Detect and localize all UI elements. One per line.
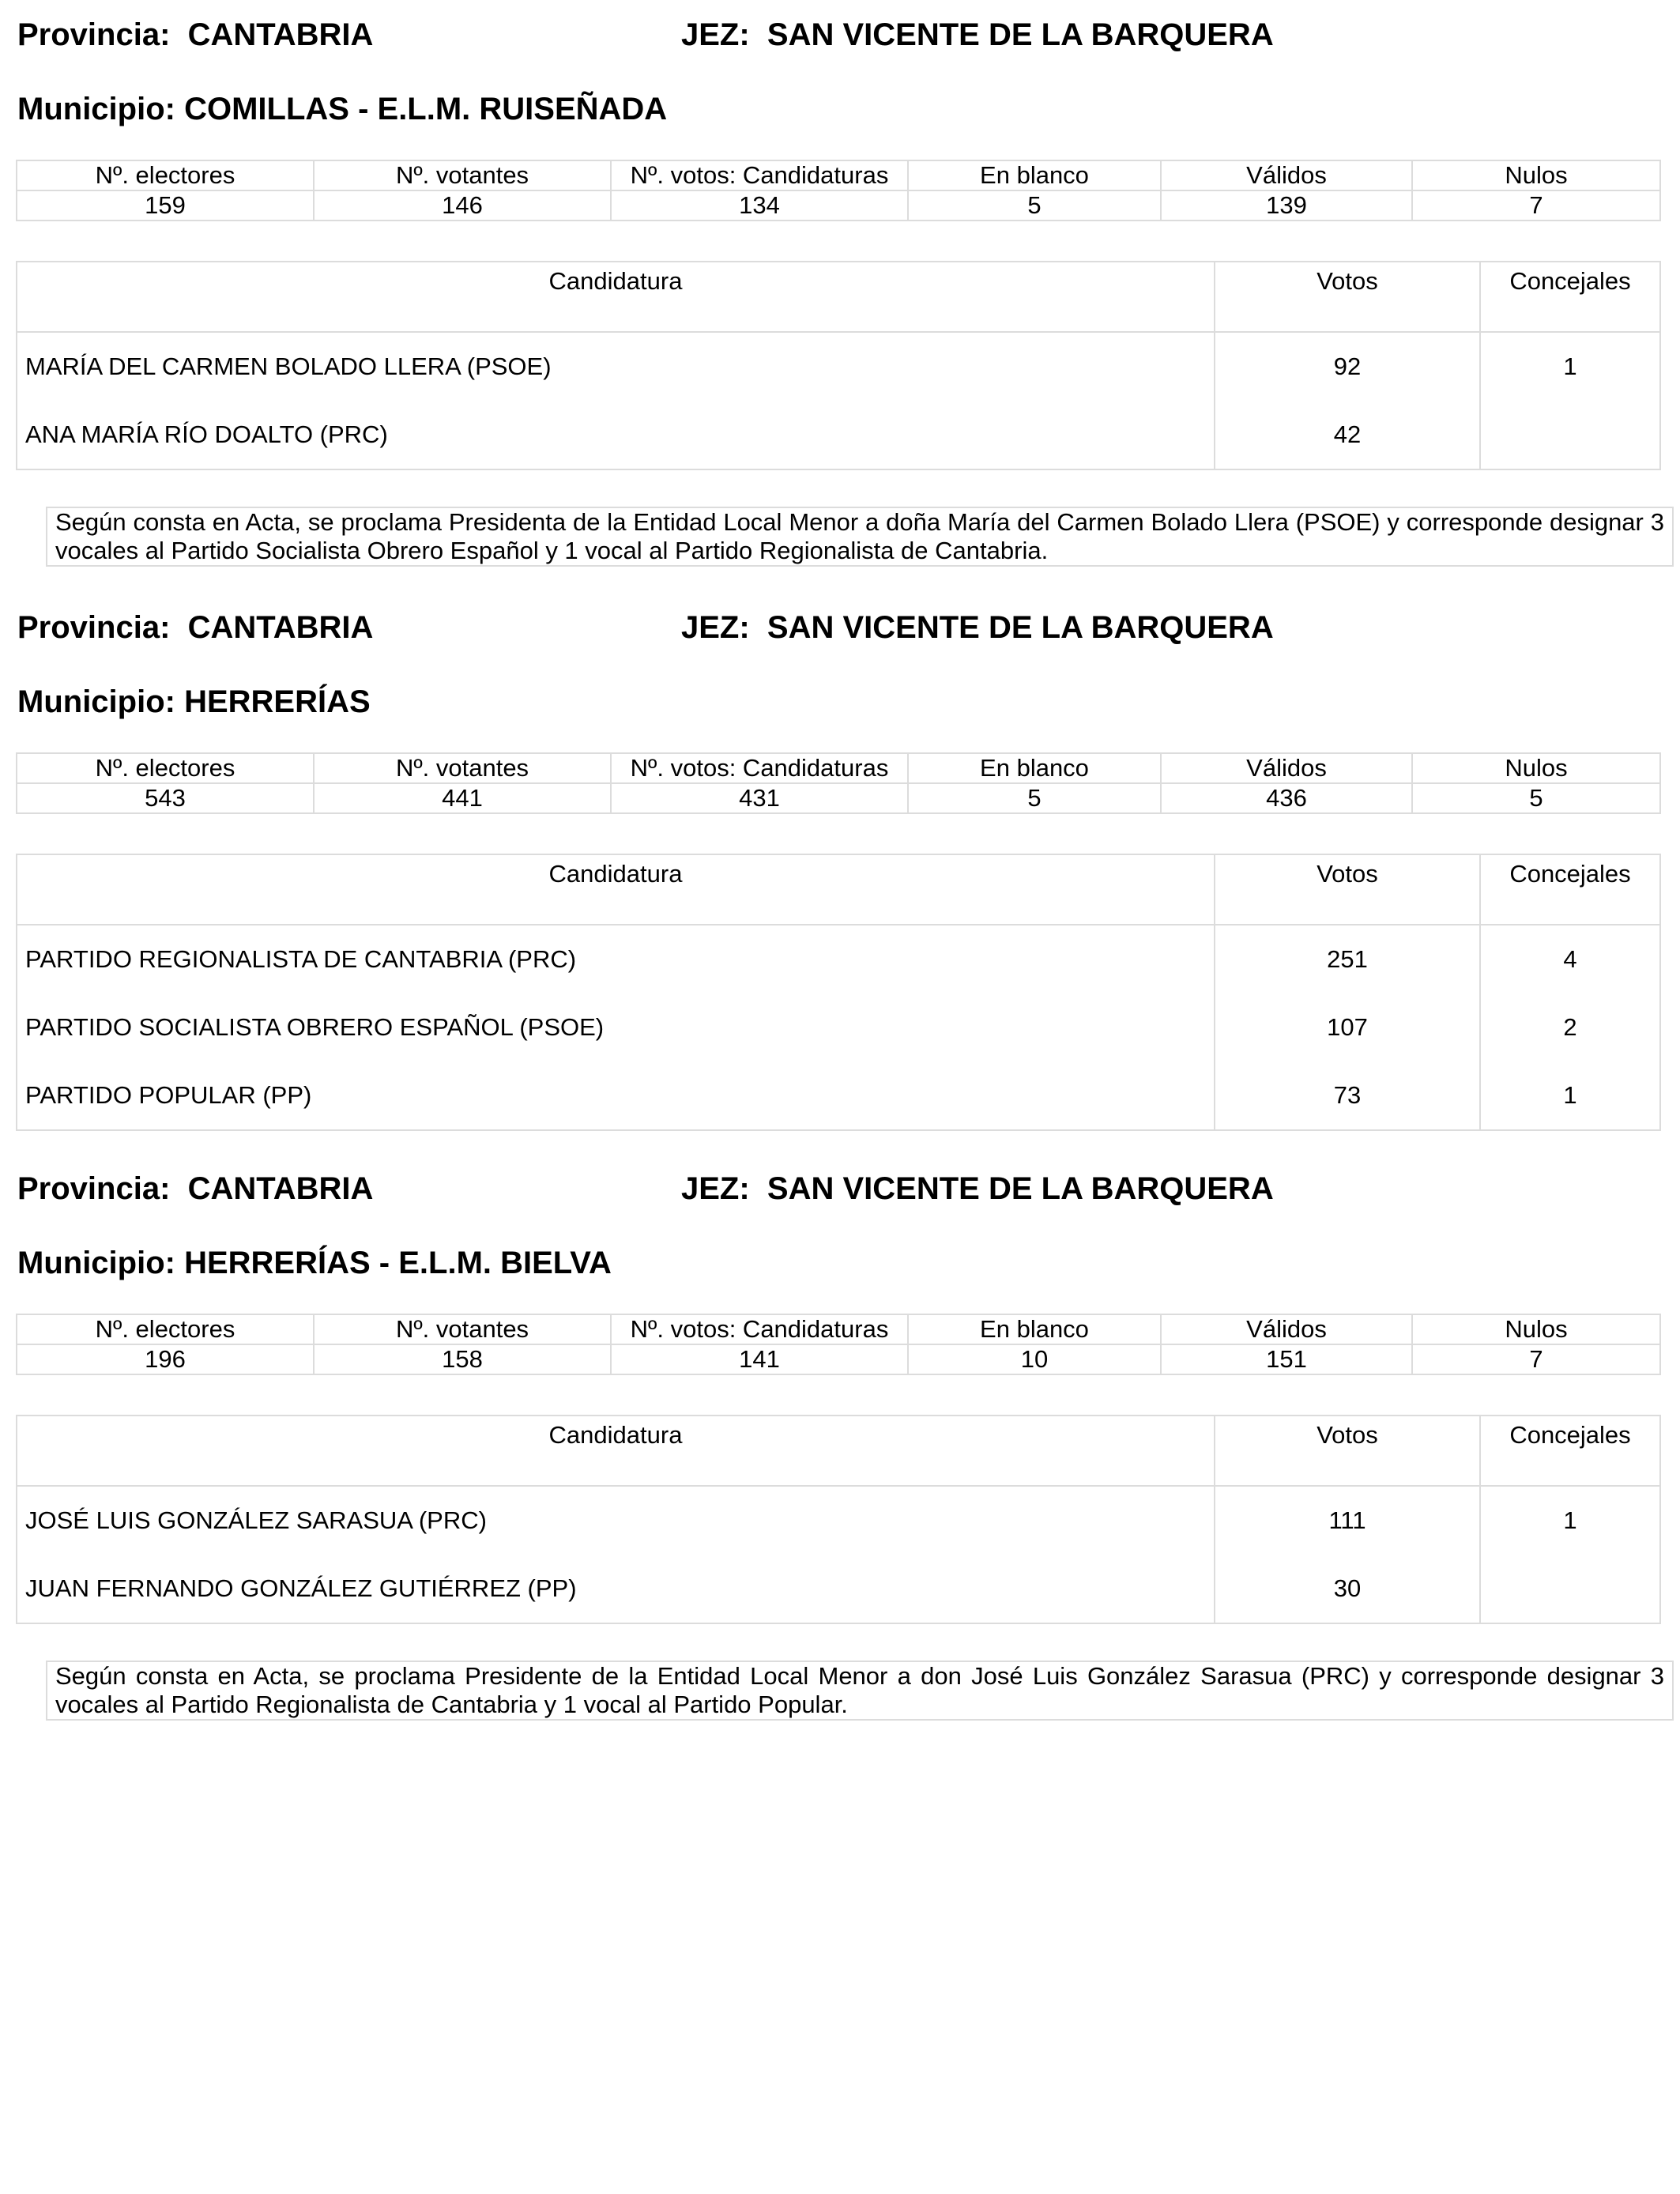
municipio-heading [17, 1244, 612, 1282]
header-votos-candidaturas: Nº. votos: Candidaturas [611, 1314, 908, 1344]
candidate-votes: 42 [1215, 401, 1480, 469]
jez-value: SAN VICENTE DE LA BARQUERA [767, 1171, 1274, 1206]
candidate-name: PARTIDO POPULAR (PP) [17, 1061, 1215, 1130]
jez-heading [681, 1170, 1274, 1208]
candidate-votes: 107 [1215, 993, 1480, 1061]
provincia-value: CANTABRIA [187, 17, 374, 52]
jez-label: JEZ: [681, 1171, 750, 1206]
header-concejales: Concejales [1480, 1416, 1660, 1486]
section-herrerias-bielva [16, 1170, 1664, 1739]
header-electores: Nº. electores [17, 160, 314, 190]
candidate-votes: 30 [1215, 1555, 1480, 1623]
value-votantes: 158 [314, 1344, 611, 1374]
provincia-label: Provincia: [17, 610, 171, 645]
candidates-header-row [17, 1416, 1660, 1486]
candidate-concejales [1480, 1555, 1660, 1623]
value-nulos: 5 [1412, 783, 1660, 813]
jez-heading [681, 609, 1274, 647]
candidate-row [17, 1486, 1660, 1555]
value-votantes: 146 [314, 190, 611, 221]
header-candidatura: Candidatura [17, 262, 1215, 332]
header-nulos: Nulos [1412, 1314, 1660, 1344]
value-votantes: 441 [314, 783, 611, 813]
candidate-name: ANA MARÍA RÍO DOALTO (PRC) [17, 401, 1215, 469]
candidates-header-row [17, 854, 1660, 925]
value-validos: 139 [1161, 190, 1412, 221]
candidate-votes: 251 [1215, 925, 1480, 993]
municipio-value: HERRERÍAS - E.L.M. BIELVA [184, 1246, 612, 1280]
provincia-value: CANTABRIA [187, 610, 374, 645]
header-votantes: Nº. votantes [314, 753, 611, 783]
header-votantes: Nº. votantes [314, 1314, 611, 1344]
candidate-row [17, 332, 1660, 401]
jez-value: SAN VICENTE DE LA BARQUERA [767, 17, 1274, 52]
provincia-label: Provincia: [17, 17, 171, 52]
value-electores: 196 [17, 1344, 314, 1374]
header-votos-candidaturas: Nº. votos: Candidaturas [611, 753, 908, 783]
jez-heading [681, 16, 1274, 54]
header-votos-candidaturas: Nº. votos: Candidaturas [611, 160, 908, 190]
candidate-row [17, 401, 1660, 469]
candidates-header-row [17, 262, 1660, 332]
header-en-blanco: En blanco [908, 1314, 1161, 1344]
candidate-name: PARTIDO REGIONALISTA DE CANTABRIA (PRC) [17, 925, 1215, 993]
section-comillas-ruisenada [16, 16, 1664, 569]
value-nulos: 7 [1412, 190, 1660, 221]
summary-value-row [17, 1344, 1660, 1374]
candidate-concejales [1480, 401, 1660, 469]
jez-label: JEZ: [681, 17, 750, 52]
municipio-label: Municipio: [17, 684, 175, 719]
summary-value-row [17, 190, 1660, 221]
municipio-label: Municipio: [17, 1246, 175, 1280]
municipio-heading [17, 90, 667, 128]
header-votos: Votos [1215, 854, 1480, 925]
header-electores: Nº. electores [17, 1314, 314, 1344]
candidate-concejales: 1 [1480, 332, 1660, 401]
header-validos: Válidos [1161, 1314, 1412, 1344]
provincia-heading [17, 609, 373, 647]
results-summary-table [16, 160, 1661, 221]
candidate-name: JOSÉ LUIS GONZÁLEZ SARASUA (PRC) [17, 1486, 1215, 1555]
value-votos-candidaturas: 431 [611, 783, 908, 813]
header-validos: Válidos [1161, 160, 1412, 190]
candidate-row [17, 993, 1660, 1061]
value-validos: 436 [1161, 783, 1412, 813]
header-validos: Válidos [1161, 753, 1412, 783]
value-electores: 159 [17, 190, 314, 221]
header-votos: Votos [1215, 1416, 1480, 1486]
value-votos-candidaturas: 141 [611, 1344, 908, 1374]
header-candidatura: Candidatura [17, 854, 1215, 925]
header-en-blanco: En blanco [908, 160, 1161, 190]
municipio-heading [17, 683, 371, 721]
value-electores: 543 [17, 783, 314, 813]
proclamation-note: Según consta en Acta, se proclama Presidente de la Entidad Local Menor a don José Luis González Sarasua (PRC) y corresponde designar 3 vocales al Partido Regionalista de Cantabria y 1 vocal al Partido Popular. [46, 1661, 1674, 1721]
candidates-table [16, 1415, 1661, 1624]
section-herrerias [16, 609, 1659, 1146]
candidate-name: PARTIDO SOCIALISTA OBRERO ESPAÑOL (PSOE) [17, 993, 1215, 1061]
value-votos-candidaturas: 134 [611, 190, 908, 221]
candidates-table [16, 854, 1661, 1131]
provincia-heading [17, 1170, 373, 1208]
provincia-label: Provincia: [17, 1171, 171, 1206]
candidate-row [17, 925, 1660, 993]
candidate-concejales: 4 [1480, 925, 1660, 993]
jez-value: SAN VICENTE DE LA BARQUERA [767, 610, 1274, 645]
value-en-blanco: 5 [908, 783, 1161, 813]
candidate-row [17, 1555, 1660, 1623]
municipio-label: Municipio: [17, 92, 175, 126]
provincia-heading [17, 16, 373, 54]
value-en-blanco: 10 [908, 1344, 1161, 1374]
header-concejales: Concejales [1480, 854, 1660, 925]
candidate-name: JUAN FERNANDO GONZÁLEZ GUTIÉRREZ (PP) [17, 1555, 1215, 1623]
proclamation-note: Según consta en Acta, se proclama Presidenta de la Entidad Local Menor a doña María del Carmen Bolado Llera (PSOE) y corresponde designar 3 vocales al Partido Socialista Obrero Español y 1 vocal al Partido Regionalista de Cantabria. [46, 507, 1674, 567]
header-electores: Nº. electores [17, 753, 314, 783]
jez-label: JEZ: [681, 610, 750, 645]
candidate-concejales: 1 [1480, 1486, 1660, 1555]
value-nulos: 7 [1412, 1344, 1660, 1374]
candidate-name: MARÍA DEL CARMEN BOLADO LLERA (PSOE) [17, 332, 1215, 401]
summary-header-row [17, 160, 1660, 190]
candidates-table [16, 261, 1661, 470]
header-concejales: Concejales [1480, 262, 1660, 332]
header-votos: Votos [1215, 262, 1480, 332]
header-candidatura: Candidatura [17, 1416, 1215, 1486]
candidate-concejales: 1 [1480, 1061, 1660, 1130]
summary-header-row [17, 1314, 1660, 1344]
header-votantes: Nº. votantes [314, 160, 611, 190]
provincia-value: CANTABRIA [187, 1171, 374, 1206]
municipio-value: HERRERÍAS [184, 684, 371, 719]
municipio-value: COMILLAS - E.L.M. RUISEÑADA [184, 92, 668, 126]
header-nulos: Nulos [1412, 753, 1660, 783]
candidate-votes: 111 [1215, 1486, 1480, 1555]
candidate-votes: 73 [1215, 1061, 1480, 1130]
candidate-votes: 92 [1215, 332, 1480, 401]
value-en-blanco: 5 [908, 190, 1161, 221]
candidate-row [17, 1061, 1660, 1130]
summary-header-row [17, 753, 1660, 783]
value-validos: 151 [1161, 1344, 1412, 1374]
header-nulos: Nulos [1412, 160, 1660, 190]
header-en-blanco: En blanco [908, 753, 1161, 783]
results-summary-table [16, 1314, 1661, 1375]
candidate-concejales: 2 [1480, 993, 1660, 1061]
summary-value-row [17, 783, 1660, 813]
results-summary-table [16, 752, 1661, 814]
